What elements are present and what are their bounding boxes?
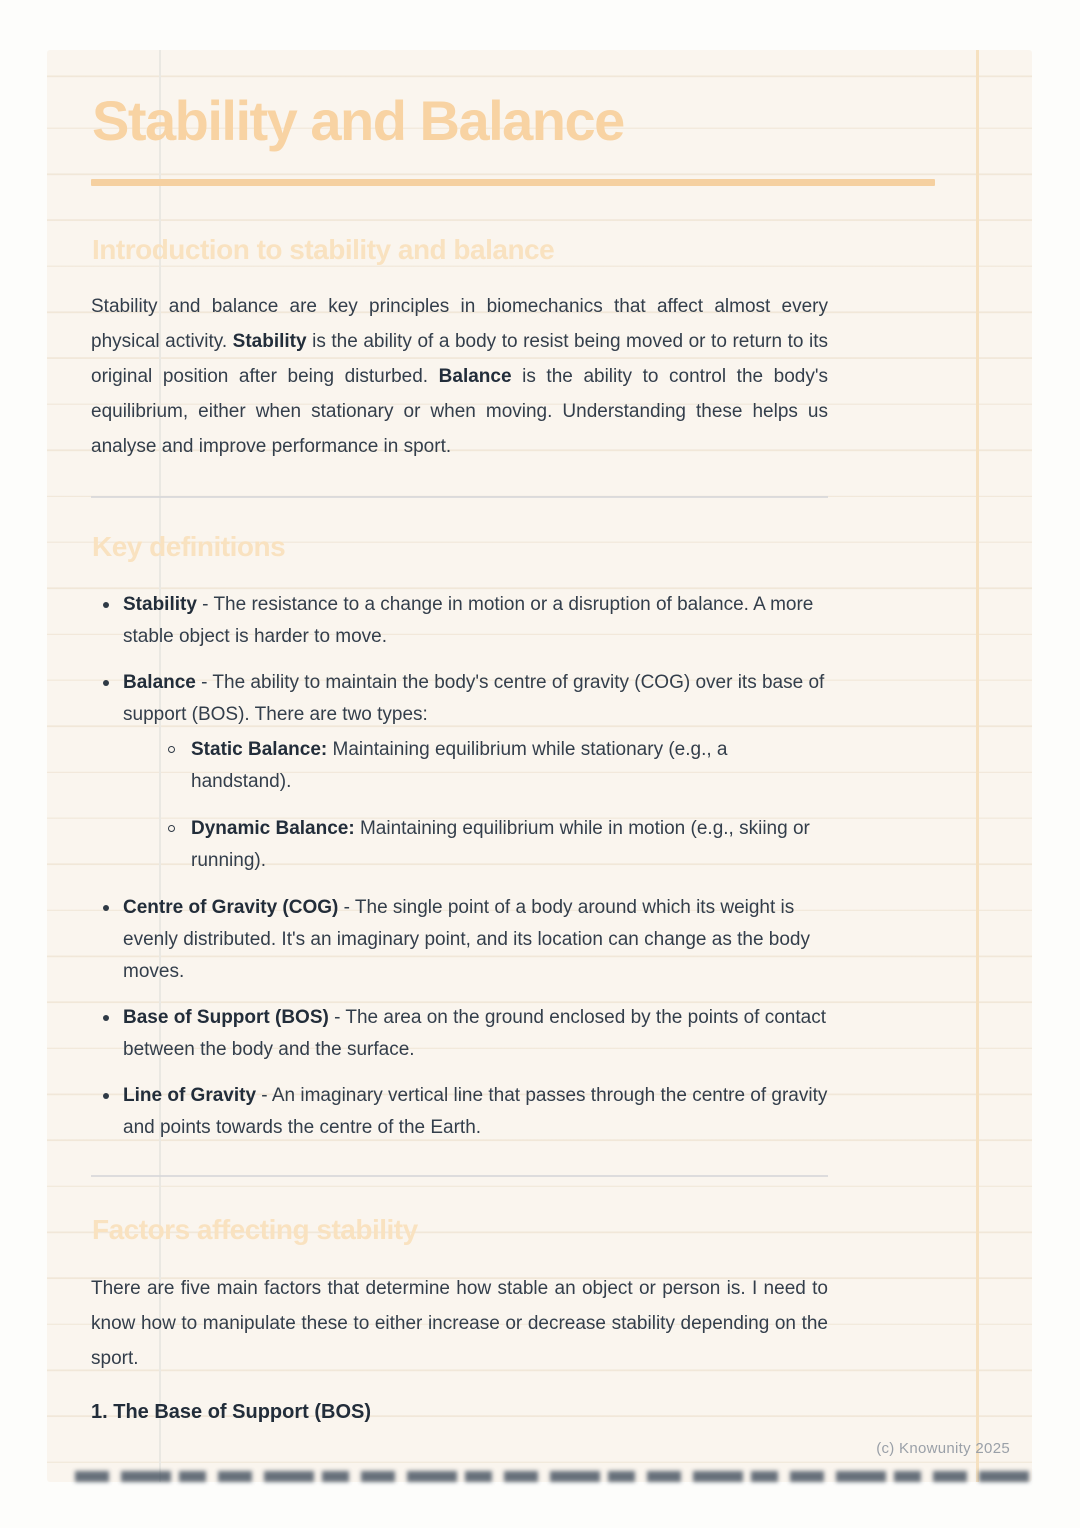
intro-text-1: Stability and balance are key principles in biomechanics that affect almost every physical activity. [91,296,828,352]
definition-term: Dynamic Balance: [191,818,355,839]
definition-term: Centre of Gravity (COG) [123,897,339,918]
balance-types-sublist [157,734,828,877]
definition-term: Stability [123,594,197,615]
section-heading-key-definitions: Key definitions [92,531,286,562]
bullet-icon [103,1093,109,1099]
list-item-centre-of-gravity [91,892,828,988]
copyright-watermark: (c) Knowunity 2025 [876,1440,1010,1457]
definition-text: - An imaginary vertical line that passes through the centre of gravity and points towards the centre of the Earth. [123,1085,828,1138]
intro-text-2: is the ability of a body to resist being moved or to return to its original position after being disturbed. [91,331,829,387]
margin-rule-right [976,50,979,1482]
list-item-stability [91,589,828,653]
clipped-next-line-fragment [75,1471,1033,1482]
definition-text: - The single point of a body around which its weight is evenly distributed. It's an imaginary point, and its location can change as the body moves. [123,897,810,982]
definition-term: Static Balance: [191,739,328,760]
factors-paragraph: There are five main factors that determine how stable an object or person is. I need to know how to manipulate these to either increase or decrease stability depending on the sport. [91,1278,828,1369]
list-item-static-balance [157,734,828,798]
intro-paragraph [91,289,828,464]
title-underline-bar [91,179,935,186]
definition-text: - The area on the ground enclosed by the points of contact between the body and the surface. [123,1007,826,1060]
definition-term: Line of Gravity [123,1085,257,1106]
definitions-list [91,589,828,1158]
definition-text: - The ability to maintain the body's centre of gravity (COG) over its base of support (BOS). There are two types: [123,672,825,725]
list-item-dynamic-balance [157,813,828,877]
definition-term: Base of Support (BOS) [123,1007,329,1028]
definition-text: Maintaining equilibrium while stationary (e.g., a handstand). [191,739,728,792]
section-divider [91,496,828,498]
section-heading-factors: Factors affecting stability [92,1214,418,1245]
page-title: Stability and Balance [92,89,624,152]
intro-bold-stability: Stability [232,331,307,352]
open-bullet-icon [168,825,175,832]
factor-1-subheading: 1. The Base of Support (BOS) [91,1401,372,1423]
bullet-icon [103,680,109,686]
intro-text-3: is the ability to control the body's equilibrium, either when stationary or when moving. Understanding these helps us analyse and improve performance in sport. [91,366,828,457]
document-page [47,50,1032,1482]
intro-bold-balance: Balance [438,366,512,387]
list-item-base-of-support [91,1002,828,1066]
definition-term: Balance [123,672,196,693]
definition-text: - The resistance to a change in motion or a disruption of balance. A more stable object is harder to move. [123,594,814,647]
section-heading-introduction: Introduction to stability and balance [92,234,555,265]
bullet-icon [103,1015,109,1021]
bullet-icon [103,602,109,608]
section-divider [91,1175,828,1177]
open-bullet-icon [168,746,175,753]
definition-text: Maintaining equilibrium while in motion (e.g., skiing or running). [191,818,810,871]
list-item-balance [91,667,828,877]
bullet-icon [103,905,109,911]
list-item-line-of-gravity [91,1080,828,1144]
